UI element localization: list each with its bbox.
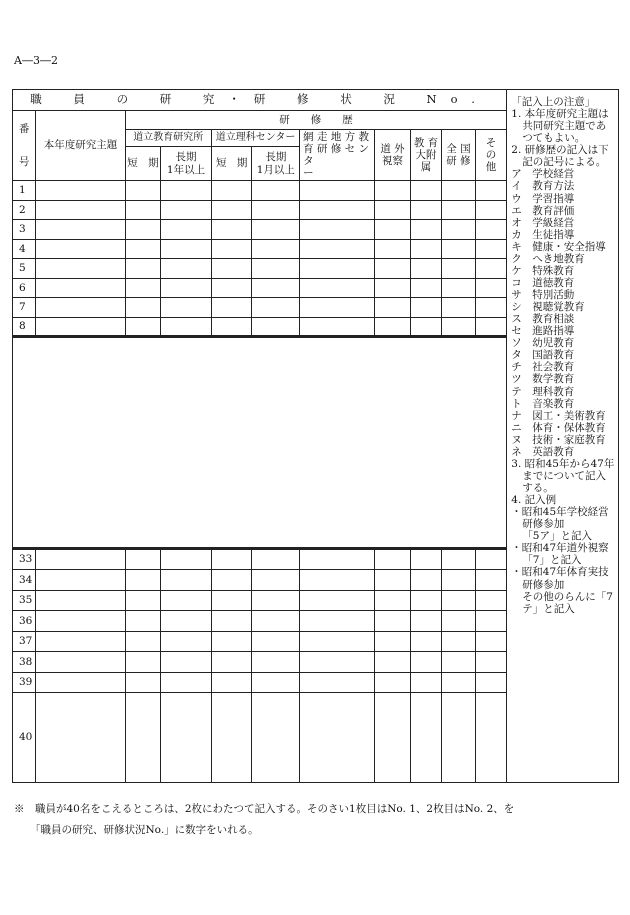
document-id: A―3―2 (14, 54, 58, 67)
code-item: イ 教育方法 (511, 180, 575, 193)
note-3-line: までについて記入 (522, 469, 607, 482)
zenkoku-line: 研 修 (446, 155, 471, 167)
theme-header: 本年度研究主題 (36, 111, 125, 181)
zenkoku-header (442, 130, 475, 181)
row-number: 4 (13, 239, 36, 259)
other-line: 他 (485, 161, 497, 174)
code-item: キ 健康・安全指導 (511, 240, 606, 253)
long-2-line: 長期 (265, 151, 287, 164)
code-item: ス 教育相談 (511, 313, 575, 326)
code-item: セ 進路指導 (511, 325, 575, 338)
code-item: ウ 学習指導 (511, 192, 575, 205)
other-header (475, 130, 507, 181)
theme-cell[interactable] (36, 298, 125, 318)
example-1-line: 研修参加 (522, 518, 565, 531)
dogai-line: 道 外 (380, 142, 405, 155)
theme-cell[interactable] (36, 220, 125, 240)
example-3-line: その他のらんに「7 (522, 590, 613, 603)
row-number: 1 (13, 181, 36, 201)
row-number: 3 (13, 220, 36, 240)
notes-heading: 「記入上の注意」 (511, 96, 596, 108)
theme-cell[interactable] (36, 181, 125, 201)
row-number: 2 (13, 200, 36, 220)
theme-cell[interactable] (36, 259, 125, 279)
other-line: の (485, 148, 497, 161)
row-number: 7 (13, 298, 36, 318)
note-3: 3. 昭和45年から47年 (511, 457, 615, 470)
code-item: ニ 体育・保体教育 (511, 421, 606, 434)
dori-kyoiku-header: 道立教育研究所 (125, 130, 211, 147)
code-item: シ 視聴覚教育 (511, 301, 585, 314)
short-header: 短 期 (125, 147, 161, 181)
theme-cell[interactable] (36, 672, 125, 693)
training-history-header: 研 修 歴 (125, 111, 507, 130)
example-2: ・昭和47年道外視察 (511, 542, 609, 555)
code-item: ケ 特殊教育 (511, 264, 575, 277)
row-number: 35 (13, 590, 36, 611)
theme-cell[interactable] (36, 317, 125, 337)
footnote: ※ 職員が40名をこえるところは、2枚にわたつて記入する。そのさい1枚目はNo. 1、2枚目はNo. 2、を (14, 803, 515, 815)
row-number: 34 (13, 570, 36, 591)
long-1-line: 長期 (175, 151, 197, 164)
row-number: 37 (13, 631, 36, 652)
theme-cell[interactable] (36, 200, 125, 220)
row-number: 5 (13, 259, 36, 279)
code-item: ネ 英語教育 (511, 445, 575, 458)
kyoiku-line: 属 (420, 161, 432, 174)
long-2-header (252, 147, 300, 181)
code-item: チ 社会教育 (511, 361, 575, 374)
theme-cell[interactable] (36, 278, 125, 298)
theme-cell[interactable] (36, 631, 125, 652)
note-1-line: 共同研究主題であ (522, 120, 607, 133)
dogai-line: 視察 (382, 155, 404, 167)
number-header-top: 番 (18, 123, 30, 136)
example-3-line: 研修参加 (522, 578, 565, 591)
note-4: 4. 記入例 (511, 494, 557, 507)
example-1-line: 「5ア」と記入 (522, 530, 592, 543)
number-header-bottom: 号 (18, 155, 30, 168)
theme-cell[interactable] (36, 611, 125, 632)
abashiri-header (300, 130, 375, 181)
long-2-line: 1月以上 (256, 163, 295, 176)
number-header (13, 111, 36, 181)
abashiri-line: タ ー (303, 155, 367, 180)
dogai-header (375, 130, 411, 181)
kyoiku-line: 教 育 (413, 136, 439, 149)
code-item: コ 道徳教育 (511, 276, 575, 289)
row-number: 33 (13, 549, 36, 570)
note-2: 2. 研修歴の記入は下 (511, 144, 609, 157)
code-item: ナ 図工・美術教育 (511, 409, 606, 422)
example-3: ・昭和47年体育実技 (511, 566, 609, 579)
example-3-line: テ」と記入 (522, 602, 575, 615)
row-number: 6 (13, 278, 36, 298)
form-title: 職 員 の 研 究・研 修 状 況 No. (30, 92, 489, 107)
row-number: 40 (13, 693, 36, 783)
instructions-panel (507, 90, 619, 783)
note-1: 1. 本年度研究主題は (511, 108, 609, 121)
training-status-form (12, 89, 619, 783)
row-number: 39 (13, 672, 36, 693)
row-number: 36 (13, 611, 36, 632)
code-item: ヌ 技術・家庭教育 (511, 433, 606, 446)
row-number: 38 (13, 652, 36, 673)
code-item: タ 国語教育 (511, 349, 575, 362)
note-3-line: する。 (522, 482, 554, 494)
abashiri-line: 網 走 地 方 教 (303, 130, 370, 143)
note-1-line: つてもよい。 (522, 132, 586, 145)
kyoiku-line: 大附 (415, 148, 437, 161)
abashiri-line: 育 研 修 セ ン (303, 142, 370, 155)
kyoiku-fuzoku-header (410, 130, 441, 181)
code-item: ツ 数学教育 (511, 373, 575, 386)
code-item: サ 特別活動 (511, 289, 575, 301)
code-item: ト 音楽教育 (511, 397, 575, 410)
theme-cell[interactable] (36, 549, 125, 570)
code-item: ア 学校経営 (511, 168, 575, 181)
other-line: そ (485, 136, 497, 149)
theme-cell[interactable] (36, 693, 125, 783)
footnote-continued: 「職員の研究、研修状況No.」に数字をいれる。 (30, 824, 259, 836)
theme-cell[interactable] (36, 590, 125, 611)
form-title-cell (13, 90, 507, 111)
theme-cell[interactable] (36, 652, 125, 673)
code-item: オ 学級経営 (511, 216, 575, 229)
example-2-line: 「7」と記入 (522, 554, 582, 567)
long-1-line: 1年以上 (166, 163, 206, 176)
example-1: ・昭和45年学校経営 (511, 506, 609, 519)
code-item: ク へき地教育 (511, 252, 585, 265)
zenkoku-line: 全 国 (446, 142, 471, 155)
row-number: 8 (13, 317, 36, 337)
code-item: ソ 幼児教育 (511, 337, 575, 350)
dori-rika-header: 道立理科センター (211, 130, 299, 147)
code-list (511, 168, 615, 458)
theme-cell[interactable] (36, 570, 125, 591)
note-2-line: 記の記号による。 (522, 156, 607, 169)
code-item: カ 生徒指導 (511, 228, 575, 241)
code-item: テ 理科教育 (511, 385, 575, 398)
code-item: エ 教育評価 (511, 204, 575, 217)
short-2-header: 短 期 (211, 147, 252, 181)
long-1-header (161, 147, 212, 181)
theme-cell[interactable] (36, 239, 125, 259)
